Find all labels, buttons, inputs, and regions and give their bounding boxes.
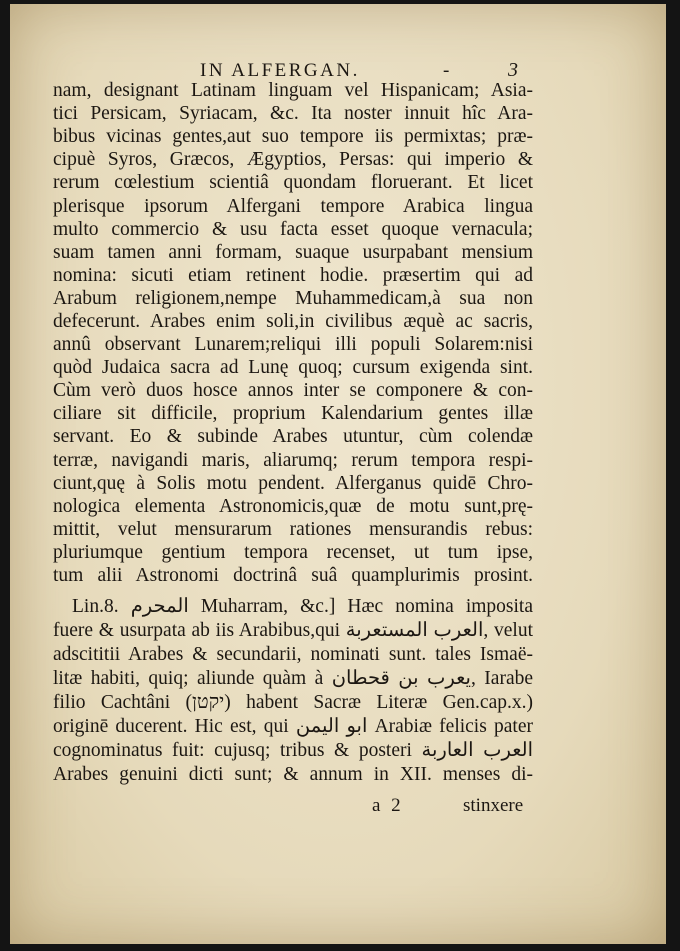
- text-line-10: Arabum religionem,nempe Muhammedicam,à sua non: [53, 288, 533, 309]
- text-line-15: ciliare sit difficile, proprium Kalendarium gentes illæ: [53, 403, 533, 424]
- text-line-2: tici Persicam, Syriacam, &c. Ita noster innuit hîc Ara-: [53, 103, 533, 124]
- text-line-12: annû observant Lunarem;reliqui illi populi Solarem:nisi: [53, 334, 533, 355]
- text-line-19: nologica elementa Astronomicis,quæ de motu sunt,prę-: [53, 496, 533, 517]
- text-line-6: plerisque ipsorum Alfergani tempore Arabica lingua: [53, 196, 533, 217]
- text-line-16: servant. Eo & subinde Arabes utuntur, cùm colendæ: [53, 426, 533, 447]
- text-line-18: ciunt,quę à Solis motu pendent. Alferganus quidē Chro-: [53, 473, 533, 494]
- commentary-line-1: Lin.8. المحرم Muharram, &c.] Hæc nomina imposita: [72, 596, 533, 617]
- text-line-1: nam, designant Latinam linguam vel Hispanicam; Asia-: [53, 80, 533, 101]
- running-title-dash: -: [443, 60, 450, 81]
- text-line-21: pluriumque gentium tempora recenset, ut tum ipse,: [53, 542, 533, 563]
- text-line-9: nomina: sicuti etiam retinent hodie. præsertim qui ad: [53, 265, 533, 286]
- commentary-line-6: originē ducerent. Hic est, qui ابو اليمن Arabiæ felicis pater: [53, 716, 533, 737]
- text-line-13: quòd Judaica sacra ad Lunę quoq; cursum exigenda sint.: [53, 357, 533, 378]
- text-line-7: multo commercio & usu facta esset quoque vernacula;: [53, 219, 533, 240]
- text-line-17: terræ, navigandi maris, aliarumq; rerum tempora respi-: [53, 450, 533, 471]
- catchword: stinxere: [463, 795, 524, 816]
- text-line-5: rerum cœlestium scientiâ quondam floruerant. Et licet: [53, 172, 533, 193]
- commentary-line-7: cognominatus fuit: cujusq; tribus & posteri العرب العاربة: [53, 740, 534, 761]
- text-line-14: Cùm verò duos hosce annos inter se componere & con-: [53, 380, 533, 401]
- page-number: 3: [508, 59, 518, 81]
- text-line-4: cipuè Syros, Græcos, Ægyptios, Persas: qui imperio &: [53, 149, 533, 170]
- text-line-11: defecerunt. Arabes enim soli,in civilibus æquè ac sacris,: [53, 311, 533, 332]
- text-line-22: tum alii Astronomi doctrinâ suâ quamplurimis prosint.: [53, 565, 533, 586]
- commentary-line-4: litæ habiti, quiq; aliunde quàm à يعرب بن قحطان, Iarabe: [53, 668, 534, 689]
- running-title-text: IN ALFERGAN.: [200, 60, 360, 81]
- text-line-20: mittit, velut mensurarum rationes mensurandis rebus:: [53, 519, 533, 540]
- commentary-line-8: Arabes genuini dicti sunt; & annum in XII. menses di-: [53, 764, 533, 785]
- signature-mark: a 2: [372, 795, 404, 816]
- text-line-3: bibus vicinas gentes,aut suo tempore iis permixtas; præ-: [53, 126, 533, 147]
- commentary-line-2: fuere & usurpata ab iis Arabibus,qui العرب المستعربة, velut: [53, 620, 533, 641]
- commentary-line-3: adscititii Arabes & secundarii, nominati sunt. tales Ismaë-: [53, 644, 533, 665]
- book-page: [10, 4, 666, 944]
- commentary-line-5: filio Cachtâni (יקטן) habent Sacræ Literæ Gen.cap.x.): [53, 692, 533, 713]
- running-title: [200, 60, 450, 82]
- text-line-8: suam tamen anni formam, suaque usurpabant mensium: [53, 242, 533, 263]
